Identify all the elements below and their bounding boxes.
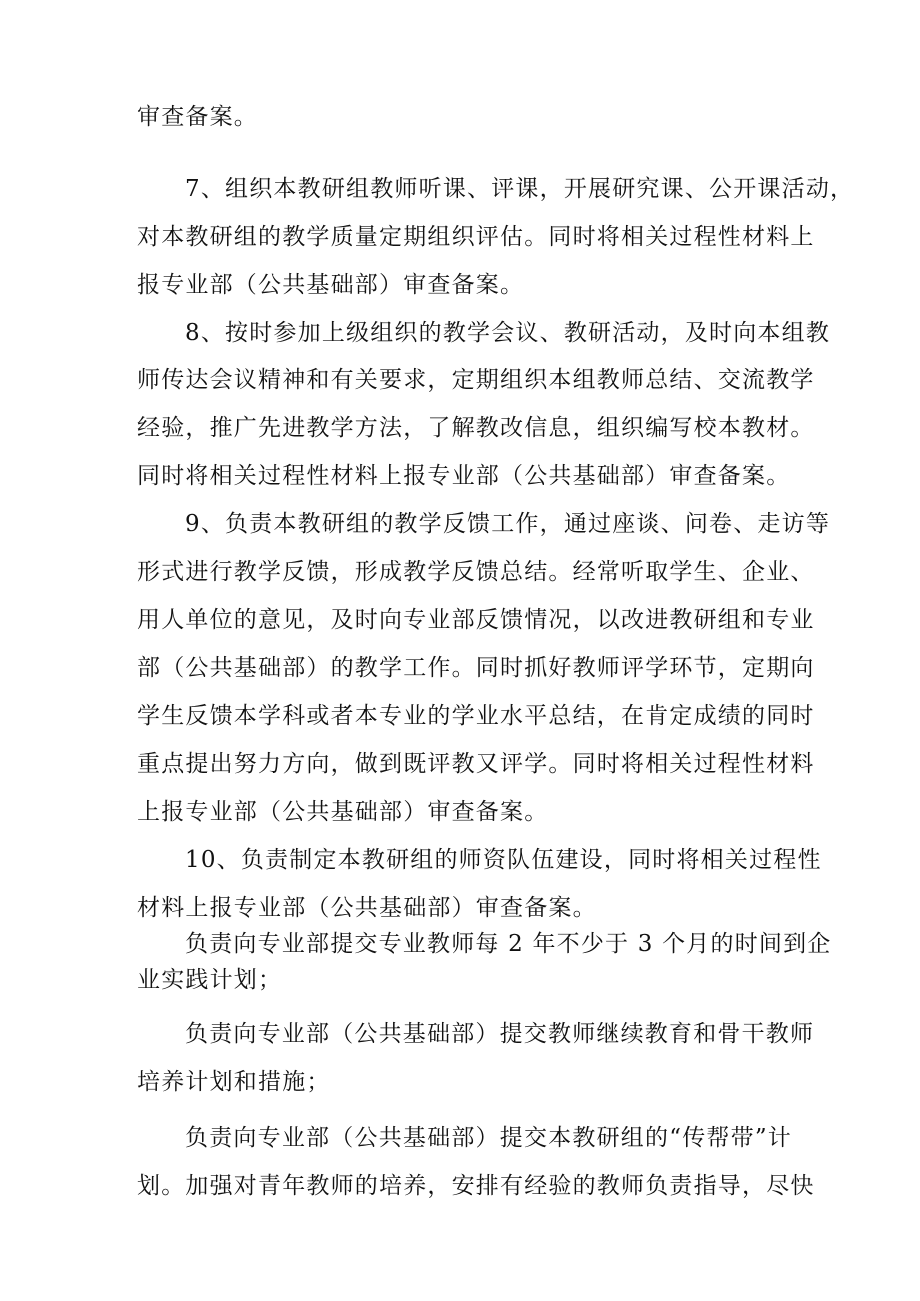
text-line: 用人单位的意见，及时向专业部反馈情况，以改进教研组和专业 [137,607,815,633]
text-line: 经验，推广先进教学方法，了解教改信息，组织编写校本教材。 [137,415,815,441]
text-line: 形式进行教学反馈，形成教学反馈总结。经常听取学生、企业、 [137,559,815,585]
text-line: 9、负责本教研组的教学反馈工作，通过座谈、问卷、走访等 [185,511,831,537]
text-line: 负责向专业部（公共基础部）提交本教研组的“传帮带”计 [185,1125,792,1151]
text-line: 同时将相关过程性材料上报专业部（公共基础部）审查备案。 [137,463,791,489]
text-line: 10、负责制定本教研组的师资队伍建设，同时将相关过程性 [185,847,822,873]
text-line: 负责向专业部提交专业教师每 2 年不少于 3 个月的时间到企 [185,931,832,957]
text-line: 学生反馈本学科或者本专业的学业水平总结，在肯定成绩的同时 [137,703,815,729]
text-line: 材料上报专业部（公共基础部）审查备案。 [137,895,597,921]
text-line: 报专业部（公共基础部）审查备案。 [137,272,525,298]
text-line: 8、按时参加上级组织的教学会议、教研活动，及时向本组教 [185,320,831,346]
text-line: 业实践计划； [137,967,283,993]
text-line: 部（公共基础部）的教学工作。同时抓好教师评学环节，定期向 [137,655,815,681]
text-line: 审查备案。 [137,104,258,130]
text-line: 负责向专业部（公共基础部）提交教师继续教育和骨干教师 [185,1021,815,1047]
text-line: 7、组织本教研组教师听课、评课，开展研究课、公开课活动， [185,176,855,202]
text-line: 上报专业部（公共基础部）审查备案。 [137,799,549,825]
text-line: 培养计划和措施； [137,1069,331,1095]
text-line: 划。加强对青年教师的培养，安排有经验的教师负责指导，尽快 [137,1173,815,1199]
text-line: 师传达会议精神和有关要求，定期组织本组教师总结、交流教学 [137,367,815,393]
text-line: 重点提出努力方向，做到既评教又评学。同时将相关过程性材料 [137,751,815,777]
text-line: 对本教研组的教学质量定期组织评估。同时将相关过程性材料上 [137,224,815,250]
